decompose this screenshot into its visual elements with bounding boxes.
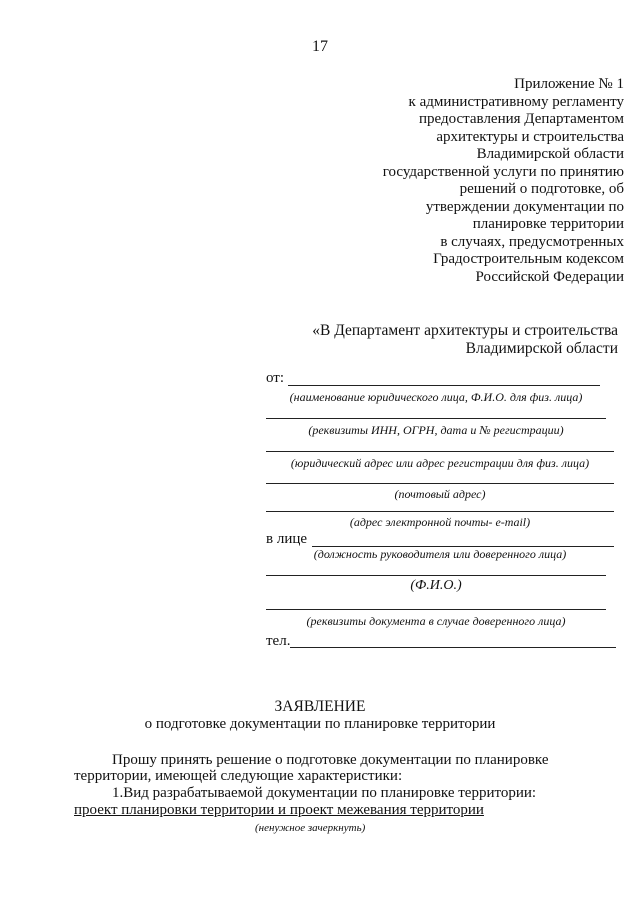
appendix-line: к административному регламенту <box>408 93 624 110</box>
appendix-line: планировке территории <box>472 216 624 232</box>
document-field-line <box>266 609 606 610</box>
appendix-line: Градостроительным кодексом <box>433 251 624 267</box>
appendix-line: государственной услуги по принятию <box>382 163 624 180</box>
caption-legal-address: (юридический адрес или адрес регистрации для физ. лица) <box>290 456 590 470</box>
statement-item-1-note: (ненужное зачеркнуть) <box>255 822 366 834</box>
caption-email: (адрес электронной почты- e-mail) <box>349 515 531 529</box>
statement-paragraph-line-2: территории, имеющей следующие характеристики: <box>74 768 403 784</box>
caption-postal-address: (почтовый адрес) <box>394 487 486 501</box>
appendix-line: в случаях, предусмотренных <box>440 233 624 250</box>
appendix-line: решений о подготовке, об <box>459 181 624 197</box>
fio-field-line <box>266 575 606 576</box>
legal-address-field-line <box>266 451 614 452</box>
caption-position: (должность руководителя или доверенного лица) <box>313 547 567 561</box>
statement-paragraph-line-1: Прошу принять решение о подготовке документации по планировке <box>112 752 549 768</box>
appendix-line: предоставления Департаментом <box>419 111 624 127</box>
addressee-line-2: Владимирской области <box>465 340 618 357</box>
postal-address-field-line <box>266 483 614 484</box>
appendix-block <box>383 76 624 286</box>
appendix-line: Приложение № 1 <box>514 76 624 92</box>
statement-item-1-value: проект планировки территории и проект межевания территории <box>74 802 484 818</box>
email-field-line <box>266 511 614 512</box>
requisites-field-line <box>266 418 606 419</box>
caption-requisites: (реквизиты ИНН, ОГРН, дата и № регистрации) <box>308 423 564 437</box>
addressee-line-1: «В Департамент архитектуры и строительства <box>312 322 618 339</box>
caption-document: (реквизиты документа в случае доверенного лица) <box>306 614 566 628</box>
statement-subtitle: о подготовке документации по планировке территории <box>144 716 496 732</box>
appendix-line: Российской Федерации <box>475 268 624 285</box>
phone-label: тел. <box>266 633 291 649</box>
page-number: 17 <box>312 38 328 55</box>
appendix-line: Владимирской области <box>476 146 624 162</box>
caption-fio: (Ф.И.О.) <box>410 578 462 593</box>
from-field-line <box>288 385 600 386</box>
appendix-line: архитектуры и строительства <box>436 128 624 145</box>
statement-title: ЗАЯВЛЕНИЕ <box>274 698 366 715</box>
caption-name: (наименование юридического лица, Ф.И.О. для физ. лица) <box>289 390 583 404</box>
addressee-block <box>312 322 618 358</box>
from-label: от: <box>266 370 285 386</box>
phone-field-line <box>290 647 616 648</box>
appendix-line: утверждении документации по <box>425 198 624 215</box>
statement-item-1: 1.Вид разрабатываемой документации по планировке территории: <box>112 785 537 801</box>
in-person-label: в лице <box>266 531 308 547</box>
